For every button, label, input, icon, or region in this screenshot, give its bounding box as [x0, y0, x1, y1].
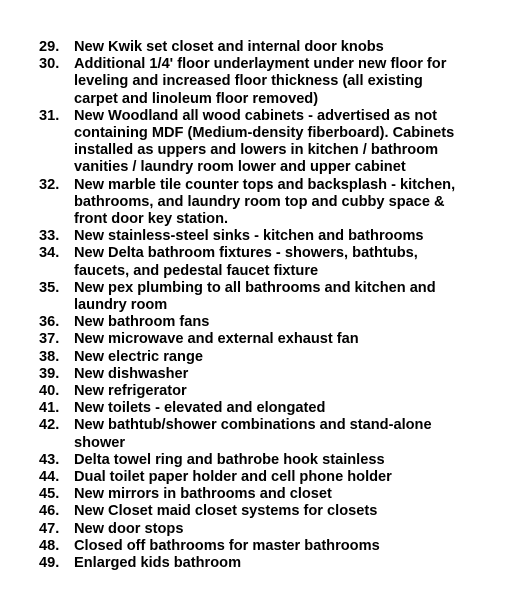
item-number: 43.: [39, 451, 60, 468]
item-text: New pex plumbing to all bathrooms and kitchen and laundry room: [74, 279, 436, 314]
list-item: [0, 177, 522, 229]
item-text: New Closet maid closet systems for closets: [74, 503, 378, 520]
list-item: [0, 56, 522, 108]
list-item: [0, 503, 522, 520]
item-text: Additional 1/4' floor underlayment under new floor for leveling and increased floor thickness (all existing carpet and linoleum floor removed): [74, 56, 447, 107]
list-item: [0, 486, 522, 503]
item-number: 39.: [39, 365, 60, 382]
item-text: Closed off bathrooms for master bathrooms: [74, 537, 380, 554]
item-text: New dishwasher: [74, 365, 189, 382]
renovation-list: [0, 39, 522, 572]
item-text: New marble tile counter tops and backsplash - kitchen, bathrooms, and laundry room top and cubby space & front door key station.: [74, 176, 456, 228]
item-number: 48.: [39, 537, 60, 554]
list-item: [0, 349, 522, 366]
item-text: New Woodland all wood cabinets - advertised as not containing MDF (Medium-density fiberboard). Cabinets installed as uppers and lowers in kitchen / bathroom vanities / laundry room lower and upper cabinet: [74, 107, 455, 176]
item-number: 34.: [39, 245, 60, 262]
item-text: Delta towel ring and bathrobe hook stainless: [74, 451, 385, 468]
item-number: 31.: [39, 107, 60, 124]
item-text: New mirrors in bathrooms and closet: [74, 486, 332, 503]
item-number: 42.: [39, 417, 60, 434]
item-number: 30.: [39, 56, 60, 73]
item-number: 45.: [39, 486, 60, 503]
item-number: 47.: [39, 520, 60, 537]
item-number: 46.: [39, 503, 60, 520]
item-text: New toilets - elevated and elongated: [74, 400, 326, 417]
item-text: New bathroom fans: [74, 314, 210, 331]
list-item: [0, 452, 522, 469]
list-item: [0, 469, 522, 486]
list-item: [0, 555, 522, 572]
item-text: New Delta bathroom fixtures - showers, bathtubs, faucets, and pedestal faucet fixture: [74, 245, 418, 279]
list-item: [0, 521, 522, 538]
list-item: [0, 538, 522, 555]
list-item: [0, 383, 522, 400]
item-text: New electric range: [74, 348, 203, 365]
item-number: 32.: [39, 176, 60, 193]
list-item: [0, 39, 522, 56]
list-item: [0, 280, 522, 314]
item-number: 37.: [39, 331, 60, 348]
list-item: [0, 314, 522, 331]
item-number: 38.: [39, 348, 60, 365]
list-item: [0, 108, 522, 177]
item-number: 35.: [39, 279, 60, 296]
list-item: [0, 417, 522, 451]
item-text: New Kwik set closet and internal door knobs: [74, 39, 384, 55]
item-text: New bathtub/shower combinations and stand-alone shower: [74, 417, 432, 451]
item-number: 33.: [39, 228, 60, 245]
item-text: New refrigerator: [74, 383, 187, 400]
item-text: New stainless-steel sinks - kitchen and bathrooms: [74, 228, 424, 245]
item-text: Enlarged kids bathroom: [74, 555, 242, 572]
item-number: 29.: [39, 39, 60, 55]
item-text: Dual toilet paper holder and cell phone holder: [74, 469, 392, 486]
item-number: 41.: [39, 400, 60, 417]
item-number: 36.: [39, 314, 60, 331]
item-number: 40.: [39, 383, 60, 400]
list-item: [0, 245, 522, 279]
list-item: [0, 228, 522, 245]
item-text: New door stops: [74, 520, 184, 537]
item-text: New microwave and external exhaust fan: [74, 331, 359, 348]
item-number: 44.: [39, 469, 60, 486]
list-item: [0, 400, 522, 417]
list-item: [0, 331, 522, 348]
item-number: 49.: [39, 555, 60, 572]
list-item: [0, 366, 522, 383]
